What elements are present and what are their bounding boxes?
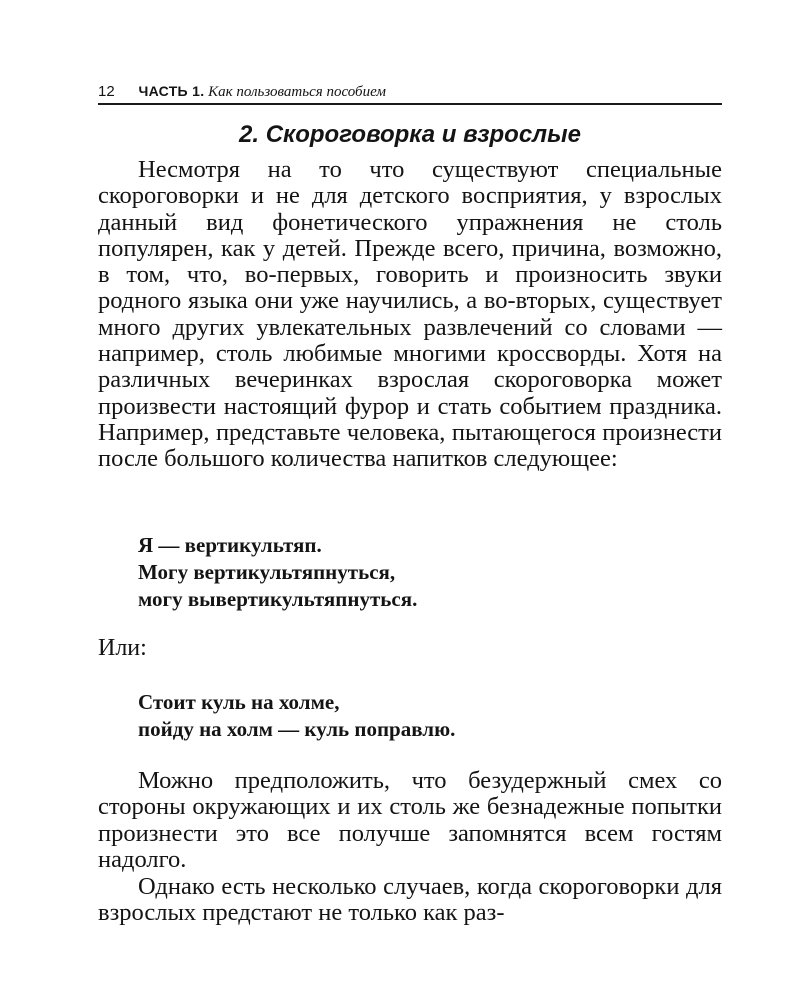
- tongue-twister-1: [138, 532, 722, 613]
- verse-line: Стоит куль на холме,: [138, 690, 340, 714]
- verse-line: могу вывертикультяпнуться.: [138, 587, 418, 611]
- part-title: Как пользоваться пособием: [208, 84, 386, 100]
- verse-line: Я — вертикультяп.: [138, 533, 322, 557]
- verse-line: пойду на холм — куль поправлю.: [138, 717, 456, 741]
- paragraph-conclusion: Можно предположить, что безудержный смех со стороны окружающих и их столь же безнадежные попытки произнести это все получше запомнятся всем гостям надолго.: [98, 767, 722, 873]
- tongue-twister-2: [138, 689, 722, 743]
- connector-text: Или:: [98, 635, 147, 661]
- section-title: 2. Скороговорка и взрослые: [239, 121, 581, 148]
- part-label: ЧАСТЬ 1.: [138, 83, 205, 99]
- paragraph-intro: Несмотря на то что существуют специальные скороговорки и не для детского восприятия, у взрослых данный вид фонетического упражнения не столь популярен, как у детей. Прежде всего, причина, возможно, в том, что, во-первых, говорить и произносить звуки родного языка они уже научились, а во-вторых, существует много других увлекательных развлечений со словами — например, столь любимые многими кроссворды. Хотя на различных вечеринках взрослая скороговорка может произвести настоящий фурор и стать событием праздника. Например, представьте человека, пытающегося произнести после большого количества напитков следующее:: [98, 156, 722, 473]
- paragraph-continuation: Однако есть несколько случаев, когда скороговорки для взрослых предстают не только как раз-: [98, 873, 722, 927]
- page-number: 12: [98, 83, 115, 100]
- running-header: [98, 79, 722, 105]
- verse-line: Могу вертикультяпнуться,: [138, 560, 396, 584]
